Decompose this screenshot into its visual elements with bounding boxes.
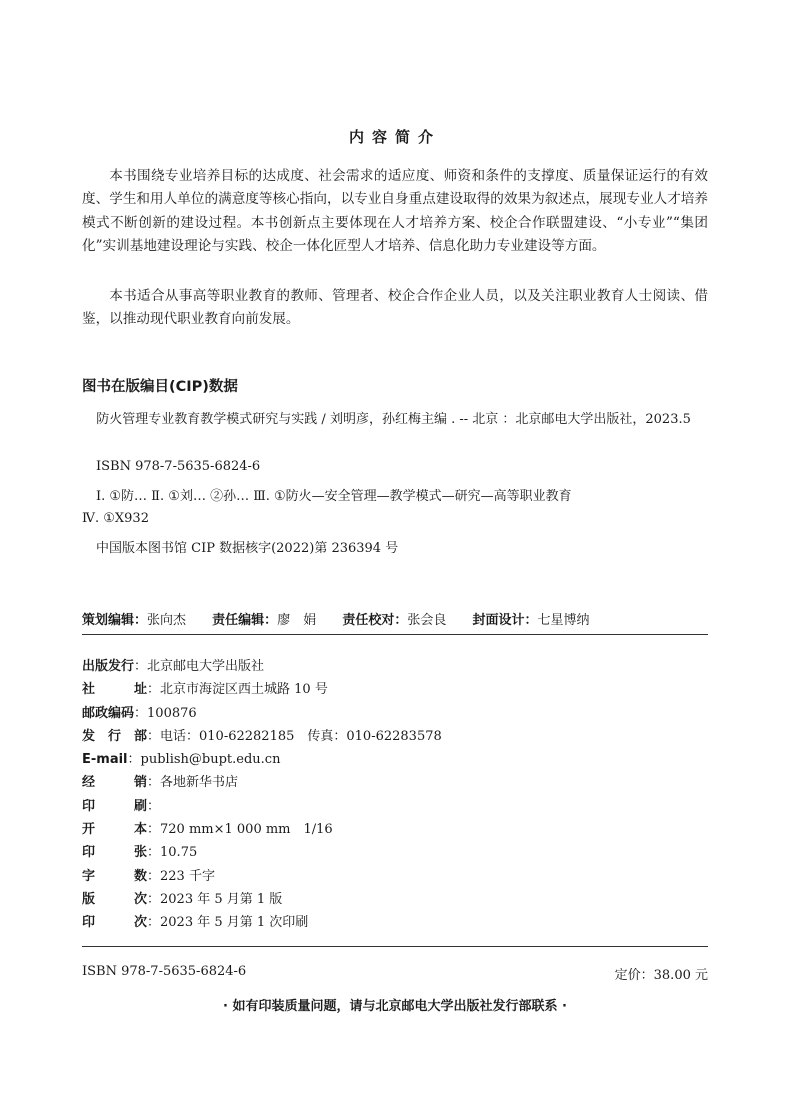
colon: ： bbox=[147, 915, 161, 931]
colon: ： bbox=[127, 752, 141, 768]
publication-row bbox=[82, 702, 708, 725]
publication-value: 100876 bbox=[147, 705, 197, 721]
editor-credit-value: 七星博纳 bbox=[537, 613, 590, 628]
editor-credit-value: 张向杰 bbox=[147, 613, 187, 628]
publication-label: 印次 bbox=[82, 915, 147, 931]
cip-classification-line-2: Ⅳ. ①X932 bbox=[82, 511, 149, 526]
colon: ： bbox=[147, 728, 161, 744]
cip-title: 图书在版编目(CIP)数据 bbox=[82, 379, 238, 395]
publication-label: 出版发行 bbox=[82, 659, 135, 674]
publication-row bbox=[82, 748, 708, 771]
editor-credit bbox=[82, 609, 186, 628]
editor-credit bbox=[342, 609, 446, 628]
publication-label: 印张 bbox=[82, 845, 147, 861]
colon: ： bbox=[134, 659, 148, 674]
publication-info bbox=[82, 655, 708, 935]
publication-row bbox=[82, 911, 708, 934]
publication-row bbox=[82, 725, 708, 748]
publication-row bbox=[82, 818, 708, 841]
editor-credit-label: 策划编辑： bbox=[82, 613, 148, 628]
publication-row bbox=[82, 678, 708, 701]
cip-main-entry: 防火管理专业教育教学模式研究与实践 / 刘明彦，孙红梅主编 . -- 北京 ：北京邮电大学出版社，2023.5 bbox=[96, 412, 691, 427]
publication-value: 北京邮电大学出版社 bbox=[147, 659, 265, 674]
editor-credit bbox=[212, 609, 316, 628]
editor-credit-label: 封面设计： bbox=[472, 613, 538, 628]
publication-label: 版次 bbox=[82, 891, 147, 907]
cip-classification bbox=[82, 486, 708, 530]
intro-paragraph: 本书适合从事高等职业教育的教师、管理者、校企合作企业人员，以及关注职业教育人士阅读、借鉴，以推动现代职业教育向前发展。 bbox=[82, 288, 708, 328]
colon: ： bbox=[147, 845, 161, 861]
intro-paragraph: 本书围绕专业培养目标的达成度、社会需求的适应度、师资和条件的支撑度、质量保证运行的有效度、学生和用人单位的满意度等核心指向，以专业自身重点建设取得的效果为叙述点，展现专业人才培养模式不断创新的建设过程。本书创新点主要体现在人才培养方案、校企合作联盟建设、“小专业”“集团化”实训基地建设理论与实践、校企一体化匠型人才培养、信息化助力专业建设等方面。 bbox=[82, 168, 708, 255]
quality-notice: · 如有印装质量问题，请与北京邮电大学出版社发行部联系 · bbox=[223, 999, 567, 1014]
publication-row bbox=[82, 795, 708, 818]
publication-label: 开本 bbox=[82, 822, 147, 838]
publication-label: 发行部 bbox=[82, 728, 147, 744]
publication-value: 各地新华书店 bbox=[160, 775, 239, 791]
publication-row bbox=[82, 841, 708, 864]
publication-value: 北京市海淀区西土城路 10 号 bbox=[160, 682, 328, 698]
colon: ： bbox=[147, 891, 161, 907]
intro-title: 内容简介 bbox=[348, 128, 441, 146]
colon: ： bbox=[147, 682, 161, 698]
publication-value: 2023 年 5 月第 1 次印刷 bbox=[160, 915, 309, 931]
publication-label: E-mail bbox=[82, 752, 128, 768]
editor-credit-label: 责任编辑： bbox=[212, 613, 278, 628]
publication-row bbox=[82, 655, 708, 678]
price: 定价：38.00 元 bbox=[614, 968, 708, 983]
colon: ： bbox=[134, 705, 148, 721]
publication-label: 社址 bbox=[82, 682, 147, 698]
publication-value: 电话：010-62282185 传真：010-62283578 bbox=[160, 728, 442, 744]
editor-credit-label: 责任校对： bbox=[342, 613, 408, 628]
publication-value: 10.75 bbox=[160, 845, 198, 861]
publication-row bbox=[82, 771, 708, 794]
cip-classification-line-1: Ⅰ. ①防… Ⅱ. ①刘… ②孙… Ⅲ. ①防火—安全管理—教学模式—研究—高等职业教育 bbox=[96, 489, 572, 504]
publication-value: 223 千字 bbox=[160, 868, 215, 884]
publication-row bbox=[82, 888, 708, 911]
editor-credit bbox=[473, 609, 590, 628]
colon: ： bbox=[147, 775, 161, 791]
publication-value: publish@bupt.edu.cn bbox=[140, 752, 281, 768]
publication-value: 2023 年 5 月第 1 版 bbox=[160, 891, 283, 907]
publication-row bbox=[82, 865, 708, 888]
colon: ： bbox=[147, 822, 161, 838]
publication-value: 720 mm×1 000 mm 1/16 bbox=[160, 822, 333, 838]
publication-label: 字数 bbox=[82, 868, 147, 884]
colon: ： bbox=[147, 798, 161, 814]
cip-isbn: ISBN 978-7-5635-6824-6 bbox=[96, 459, 261, 474]
colon: ： bbox=[147, 868, 161, 884]
editor-credit-value: 张会良 bbox=[407, 613, 447, 628]
publication-label: 经销 bbox=[82, 775, 147, 791]
divider bbox=[82, 946, 708, 947]
cip-record-number: 中国版本图书馆 CIP 数据核字(2022)第 236394 号 bbox=[96, 541, 399, 556]
divider bbox=[82, 634, 708, 635]
footer-isbn: ISBN 978-7-5635-6824-6 bbox=[82, 964, 247, 979]
editor-credit-value: 廖 娟 bbox=[277, 613, 317, 628]
publication-label: 邮政编码 bbox=[82, 705, 135, 721]
publication-label: 印刷 bbox=[82, 798, 147, 814]
editor-credits bbox=[82, 609, 708, 628]
